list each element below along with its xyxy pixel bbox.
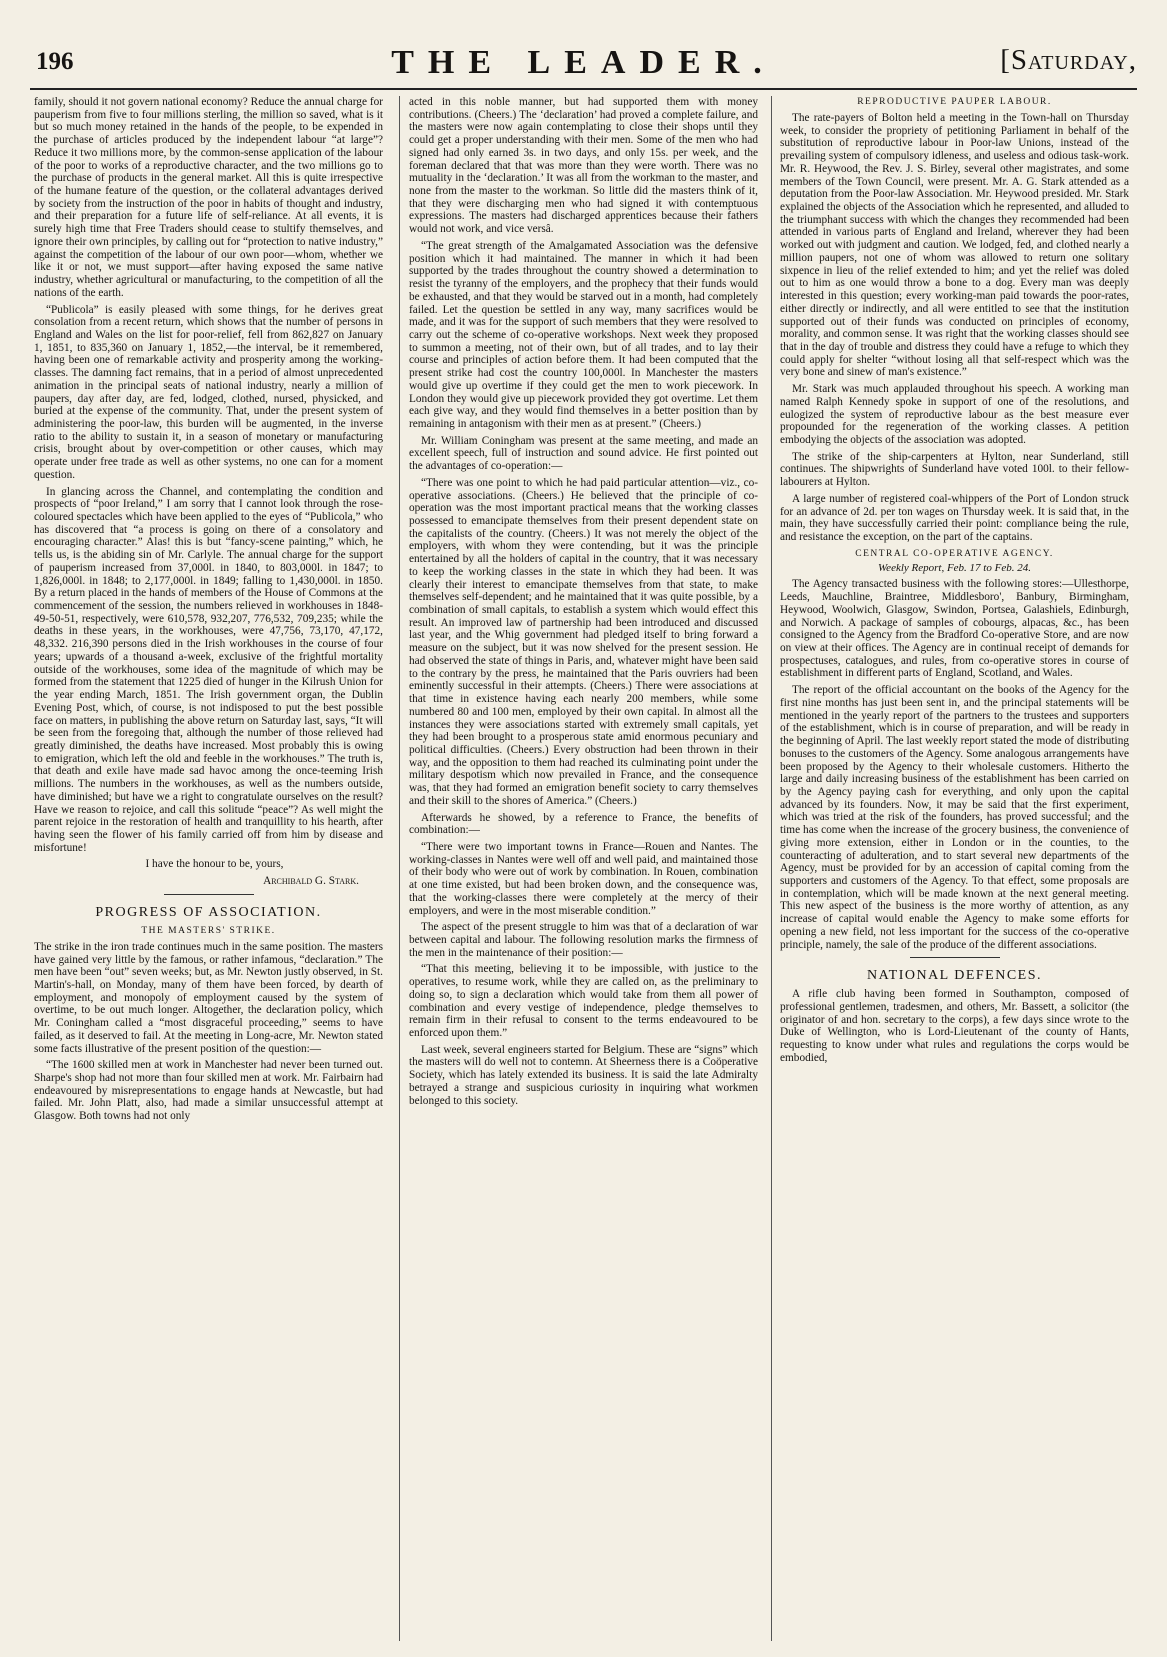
paragraph: A large number of registered coal-whippers of the Port of London struck for an advance of 2d. per ton wages on Thursday week. It is said that, in the main, they have successfully carried their point: compliance being the rule, and resistance the exception, on the part of the captains. [780,492,1129,543]
paragraph: family, should it not govern national economy? Reduce the annual charge for pauperism from five to four millions sterling, the million so saved, what is it but so much money retained in the hands of the people, to be expended in the purchase of articles produced by the independent labour “at large”? Reduce it two millions more, by the common-sense application of the labour of the poor to works of a reproductive character, and the two millions go to the purchase of products in the general market. All this is quite irrespective of the humane feature of the question, or the collateral advantages derived by society from the instruction of the poor in habits of thought and industry, and their preparation for a future life of self-reliance. At all events, it is surely high time that Free Traders should cease to stultify themselves, and ignore their own principles, by calling out for “protection to native industry,” against the competition of the labour of our own poor—whom, whether we like it or not, we must support—after having exposed the same native industry, whether agricultural or manufacturing, to the competition of all the nations of the earth. [34,96,383,299]
paragraph: “There were two important towns in France—Rouen and Nantes. The working-classes in Nantes were well off and well paid, and maintained those of their body who were out of work by combination. In Rouen, combination at one time existed, but had been broken down, and the consequence was, that the working-classes there were completely at the mercy of their employers, and were in the most miserable condition.” [409,840,758,917]
letter-signature: Archibald G. Stark. [263,875,359,888]
section-heading: CENTRAL CO-OPERATIVE AGENCY. [855,548,1054,559]
paragraph: Last week, several engineers started for Belgium. These are “signs” which the masters will do well not to contemn. At Sheerness there is a Coöperative Society, which has lately extended its business. It is said the late Admiralty betrayed a strange and suspicious curiosity in inquiring what workmen belonged to this society. [409,1043,758,1107]
column-2 [409,96,758,1641]
paragraph: The Agency transacted business with the following stores:—Ullesthorpe, Leeds, Mauchline, Braintree, Middlesboro', Banbury, Birmingham, Heywood, Woolwich, Glasgow, Swindon, Portsea, Galashiels, Edinburgh, and Norwich. A package of samples of cobourgs, alpacas, &c., has been consigned to the Agency from the Bradford Co-operative Store, and are now on view at their offices. The Agency are in continual receipt of demands for prospectuses, catalogues, and rules, from co-operative stores in course of establishment in different parts of England, Scotland, and Wales. [780,578,1129,680]
masthead-rule [30,88,1137,90]
paragraph: “That this meeting, believing it to be impossible, with justice to the operatives, to resume work, while they are called on, as the preliminary to doing so, to sign a declaration which would take from them all power of combination and every vestige of independence, pledge themselves to remain firm in their refusal to consent to the terms endeavoured to be enforced upon them.” [409,963,758,1040]
paragraph: “The 1600 skilled men at work in Manchester had never been turned out. Sharpe's shop had not more than four skilled men at work. Mr. Fairbairn had endeavoured by misrepresentations to engage hands at Newcastle, but had failed. Mr. John Platt, also, had made a similar unsuccessful attempt at Glasgow. Both towns had not only [34,1059,383,1123]
section-heading: REPRODUCTIVE PAUPER LABOUR. [857,97,1052,107]
paragraph: The rate-payers of Bolton held a meeting in the Town-hall on Thursday week, to consider the propriety of petitioning Parliament in behalf of the substitution of reproductive labour in Poor-law Unions, instead of the prevailing system of compulsory idleness, and useless and odious task-work. Mr. R. Heywood, the Rev. J. S. Birley, several other magistrates, and some members of the Town Council, were present. Mr. A. G. Stark attended as a deputation from the Poor-law Association. Mr. Heywood presided. Mr. Stark explained the objects of the Association which he represented, and alluded to the triumphant success with which the changes they recommended had been attended in various parts of England and Ireland, wherever they had been worked out with judgment and caution. We lodged, fed, and clothed nearly a million paupers, not one of whom was allowed to return one solitary sixpence in lieu of the relief extended to him; and yet the relief was doled out to him as one would throw a bone to a dog. Every man was deeply interested in this question; every working-man paid towards the poor-rates, either directly or indirectly, and all were entitled to see that the institution supported out of their funds was conducted on principles of economy, morality, and common sense. It was right that the working classes should see that in the day of trouble and distress they could have a refuge to which they could apply for shelter “without losing all that self-respect which was the very bone and sinew of man's existence.” [780,112,1129,379]
paragraph: “Publicola” is easily pleased with some things, for he derives great consolation from a recent return, which shows that the number of persons in England and Wales on the list for poor-relief, fell from 862,827 on January 1, 1851, to 835,360 on January 1, 1852,—the interval, be it remembered, having been one of remarkable activity and prosperity among the working-classes. The damning fact remains, that in a period of almost unprecedented animation in the principal seats of national industry, nearly a million of paupers, day after day, are fed, lodged, clothed, nursed, physicked, and buried at the expense of the community. That, under the present system of administering the poor-law, this burden will be augmented, in the inverse ratio to the ability to sustain it, in a season of monetary or manufacturing crisis, brought about by over-competition or other causes, which may operate under free trade as well as other systems, no one can for a moment question. [34,303,383,481]
section-rule [164,894,254,895]
section-heading: NATIONAL DEFENCES. [866,968,1043,984]
paragraph: acted in this noble manner, but had supported them with money contributions. (Cheers.) The ‘declaration’ had proved a complete failure, and the masters were now again contemplating to close their shops until they could get a proper understanding with their men. Some of the men who had signed had only earned 3s. in two days, and only 15s. per week, and the foreman declared that that was more than they were worth. There was no mutuality in the ‘declaration.’ It was all from the workman to the master, and none from the master to the workman. So little did the masters think of it, that they were discharging men who had signed it with contemptuous expressions. The masters had discharged apprentices because their fathers would not work, and vice versâ. [409,96,758,236]
paragraph: “The great strength of the Amalgamated Association was the defensive position which it had maintained. The manner in which it had been supported by the trades throughout the country showed a determination to resist the tyranny of the employers, and the prophecy that their funds would be exhausted, and that they would be starved out in a month, had completely failed. Let the question be settled in any way, many sacrifices would be made, and it was for the support of such members that they were resolved to carry out the scheme of co-operative workshops. Next week they proposed to summon a meeting, not of their own, but of all trades, and to lay their course and principles of action before them. It had been computed that the present strike had cost the country 100,000l. In Manchester the masters would give up overtime if they could get the men to work piecework. In London they would give up piecework provided they got overtime. Let them each give way, and they would find themselves in a better position than by remaining in antagonism with their men as at present.” (Cheers.) [409,239,758,430]
section-rule [910,957,1000,958]
paragraph: Mr. William Coningham was present at the same meeting, and made an excellent speech, full of instruction and sound advice. He first pointed out the advantages of co-operation:— [409,434,758,473]
column-divider [771,96,772,1641]
paragraph: “There was one point to which he had paid particular attention—viz., co-operative associations. (Cheers.) He believed that the principle of co-operation was the most important practical means that the working classes possessed to emancipate themselves from their present dependent state on the capitalists of the country. (Cheers.) It was not merely the object of the employers, with whom they were contending, but it was the principle entertained by all the holders of capital in the country, that it was necessary to keep the working classes in the state in which they had been. It was clearly their interest to emancipate themselves from that state, to make themselves self-dependent; and he maintained that it was quite possible, by a combination of small capitals, to establish a system which would effect this result. An improved law of partnership had been introduced and discussed last year, and the Whig government had pledged itself to bring forward a measure on the subject, but it was now shelved for the present session. He had observed the state of things in Paris, and, whatever might have been said to the contrary by the press, he maintained that the Paris ouvriers had been eminently successful in their attempts. (Cheers.) There were associations at that time in existence having each nearly 200 members, while some numbered 80 and 100 men, employed by their own capital. In almost all the instances they were associations started with extremely small capitals, yet they had been brought to a prosperous state amid enormous pecuniary and political difficulties. (Cheers.) Every obstruction had been thrown in their way, and the opposition to them had reached its culminating point under the military despotism which now prevailed in France, and the consequence was, that they had formed an emigration benefit society to carry themselves and their skill to the shores of America.” (Cheers.) [409,476,758,807]
section-subheading: THE MASTERS' STRIKE. [141,925,276,936]
column-3 [780,96,1129,1641]
column-1 [34,96,383,1641]
paragraph: The aspect of the present struggle to him was that of a declaration of war between capital and labour. The following resolution marks the firmness of the men in the maintenance of their position:— [409,921,758,959]
section-heading: PROGRESS OF ASSOCIATION. [95,904,322,920]
paragraph: Afterwards he showed, by a reference to France, the benefits of combination:— [409,811,758,837]
column-divider [399,96,400,1641]
page-number: 196 [36,48,74,75]
issue-day: [Saturday, [1000,44,1137,76]
masthead [30,26,1137,86]
paragraph: In glancing across the Channel, and contemplating the condition and prospects of “poor Ireland,” I am sorry that I cannot look through the rose-coloured spectacles which have been applied to the eyes of “Publicola,” who has discovered that “a process is going on there of a consolatory and encouraging character.” Alas! this is but “fancy-scene painting,” which, he tells us, is the abiding sin of Mr. Carlyle. The annual charge for the support of pauperism increased from 37,000l. in 1840, to 803,000l. in 1847; to 1,826,000l. in 1848; to 2,177,000l. in 1849; falling to 1,430,000l. in 1850. By a return placed in the hands of members of the House of Commons at the commencement of the session, the numbers relieved in workhouses in 1848-49-50-51, respectively, were 610,578, 932,207, 776,532, 709,235; while the deaths in these years, in the workhouses, were 47,756, 73,170, 47,172, 48,332. 216,390 persons died in the Irish workhouses in the course of four years; upwards of a thousand a-week, exclusive of the frightful mortality outside of the workhouses, some idea of the magnitude of which may be formed from the statement that 1225 died of hunger in the Kilrush Union for the year ending March, 1851. The Irish government organ, the Dublin Evening Post, which, of course, is not indisposed to put the best possible face on matters, in publishing the above return on Saturday last, says, “It will be seen from the foregoing that, although the number of those relieved had greatly diminished, the deaths have increased. Most probably this is owing to emigration, which left the old and feeble in the workhouses.” The truth is, that death and exile have made sad havoc among the once-teeming Irish millions. The numbers in the workhouses, as well as the numbers outside, have diminished; but have we a right to congratulate ourselves on the result? Have we reason to rejoice, and call this solitude “peace”? As well might the parent rejoice in the restoration of health and tranquillity to his hearth, after having seen the flower of his family carried off from him by disease and misfortune! [34,485,383,854]
letter-signoff: I have the honour to be, yours, [145,858,284,871]
paragraph: The strike of the ship-carpenters at Hylton, near Sunderland, still continues. The shipwrights of Sunderland have voted 100l. to their fellow-labourers at Hylton. [780,450,1129,489]
paragraph: Mr. Stark was much applauded throughout his speech. A working man named Ralph Kennedy spoke in support of one of the resolutions, and eulogized the system of reproductive labour as the best measure ever propounded for the regeneration of the working classes. A petition embodying the objects of the association was adopted. [780,383,1129,446]
paragraph: The strike in the iron trade continues much in the same position. The masters have gained very little by the famous, or rather infamous, “declaration.” The men have been “out” seven weeks; but, as Mr. Newton justly observed, in St. Martin's-hall, on Monday, many of them have been forced, by dearth of employment, and monopoly of employment caused by the system of overtime, to be out much longer. Altogether, the declaration policy, which Mr. Coningham called a “most disgraceful proceeding,” seems to have failed, as it deserved to fail. At the meeting in Long-acre, Mr. Newton stated some facts illustrative of the present position of the question:— [34,940,383,1055]
section-subheading: Weekly Report, Feb. 17 to Feb. 24. [878,561,1031,574]
paragraph: A rifle club having been formed in Southampton, composed of professional gentlemen, tradesmen, and others, Mr. Bassett, a solicitor (the originator of and hon. secretary to the corps), a few days since wrote to the Duke of Wellington, who is Lord-Lieutenant of the county of Hants, requesting to know under what rules and regulations the corps would be embodied, [780,988,1129,1064]
paragraph: The report of the official accountant on the books of the Agency for the first nine months has just been sent in, and the principal statements will be mentioned in the yearly report of the partners to the trustees and supporters of the establishment, which is in course of preparation, and will be ready in the beginning of April. The last weekly report stated the mode of distributing bonuses to the customers of the Agency. Some analogous arrangements have been proposed by the Agency to their wholesale customers. Hitherto the large and daily increasing business of the establishment has been carried on by the Agency paying cash for everything, and only upon the capital advanced by its founders. Now, it may be said that the first experiment, which was tried at the risk of the founders, has proved successful; and the time has come when the increase of the grocery business, the convenience of giving more extension, either in London or in the counties, to the counteracting of adulteration, and to start several new departments of the Agency, must be provided for by an accession of capital coming from the supporters and customers of the Agency. To that effect, some proposals are in contemplation, which will be made known at the next general meeting. This new aspect of the business is the more worthy of attention, as any increase of capital would enable the Agency to make some efforts for opening a new field, not less important for the success of the co-operative principle, namely, the sale of the produce of the different associations. [780,684,1129,951]
newspaper-title: THE LEADER. [391,44,776,81]
